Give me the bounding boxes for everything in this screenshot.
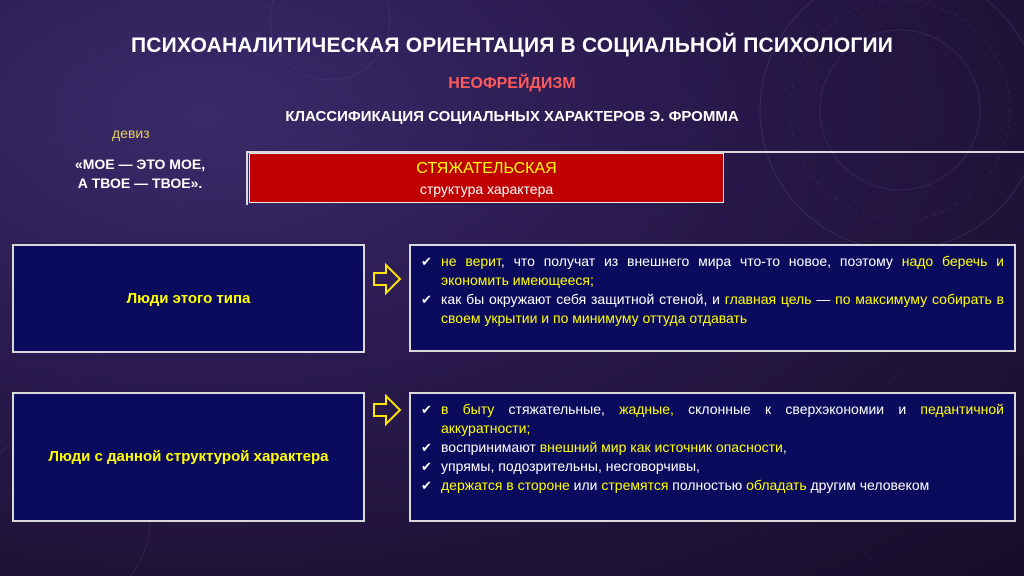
motto-text: [50, 155, 230, 193]
motto-label: девиз: [112, 125, 150, 141]
checkmark-icon: ✔: [421, 478, 432, 493]
bullet-text: стяжательные,: [494, 401, 620, 417]
bullet-item: [419, 252, 1004, 290]
highlighted-text: внешний мир как источник опасности: [539, 439, 783, 455]
bullet-text: полностью: [668, 477, 747, 493]
classification-heading: КЛАССИФИКАЦИЯ СОЦИАЛЬНЫХ ХАРАКТЕРОВ Э. ФРОММА: [285, 108, 739, 125]
character-type-title: СТЯЖАТЕЛЬСКАЯ: [416, 160, 557, 177]
bullet-text: или: [569, 477, 602, 493]
bullet-item: [419, 400, 1004, 438]
highlighted-text: не верит: [441, 253, 501, 269]
highlighted-text: жадные,: [619, 401, 674, 417]
row-2-bullet-list: [419, 400, 1004, 495]
bullet-text: другим человеком: [806, 477, 930, 493]
checkmark-icon: ✔: [421, 459, 432, 474]
row-1-bullet-list: [419, 252, 1004, 328]
motto-line-2: А ТВОЕ — ТВОЕ».: [77, 175, 203, 191]
arrow-right-icon: [372, 262, 402, 296]
highlighted-text: стремятся: [601, 477, 669, 493]
highlighted-text: педантичной аккуратности;: [441, 401, 1004, 436]
row-2-label-box: [12, 392, 365, 522]
bullet-text: воспринимают: [441, 439, 540, 455]
checkmark-icon: ✔: [421, 292, 432, 307]
bullet-item: [419, 457, 1004, 476]
bullet-text: склонные к сверхэкономии и: [673, 401, 921, 417]
bullet-text: упрямы, подозрительны, несговорчивы,: [441, 458, 700, 474]
row-1-label: Люди этого типа: [126, 289, 251, 307]
bullet-item: [419, 476, 1004, 495]
bullet-item: [419, 290, 1004, 328]
highlighted-text: в быту: [441, 401, 495, 417]
bullet-text: , что получат из внешнего мира что-то новое, поэтому: [500, 253, 902, 269]
highlighted-text: по максимуму собирать в своем укрытии и по минимуму оттуда отдавать: [441, 291, 1004, 326]
slide-title: ПСИХОАНАЛИТИЧЕСКАЯ ОРИЕНТАЦИЯ В СОЦИАЛЬНОЙ ПСИХОЛОГИИ: [130, 34, 894, 57]
checkmark-icon: ✔: [421, 440, 432, 455]
row-2-description-box: [409, 392, 1016, 522]
checkmark-icon: ✔: [421, 402, 432, 417]
row-2-label: Люди с данной структурой характера: [48, 448, 329, 465]
motto-line-1: «МОЕ — ЭТО МОЕ,: [74, 156, 206, 172]
slide-subtitle: НЕОФРЕЙДИЗМ: [448, 75, 576, 92]
bullet-text: —: [811, 291, 836, 307]
bullet-text: как бы окружают себя защитной стеной, и: [441, 291, 725, 307]
highlighted-text: надо беречь и экономить имеющееся;: [441, 253, 1005, 288]
highlighted-text: главная цель: [724, 291, 812, 307]
highlighted-text: держатся в стороне: [441, 477, 570, 493]
arrow-right-icon: [372, 393, 402, 427]
bullet-text: ,: [782, 439, 787, 455]
highlighted-text: обладать: [746, 477, 807, 493]
row-1-description-box: [409, 244, 1016, 352]
character-type-box: [249, 153, 724, 203]
checkmark-icon: ✔: [421, 254, 432, 269]
bullet-item: [419, 438, 1004, 457]
row-1-label-box: [12, 244, 365, 353]
character-type-subtitle: структура характера: [419, 181, 554, 197]
